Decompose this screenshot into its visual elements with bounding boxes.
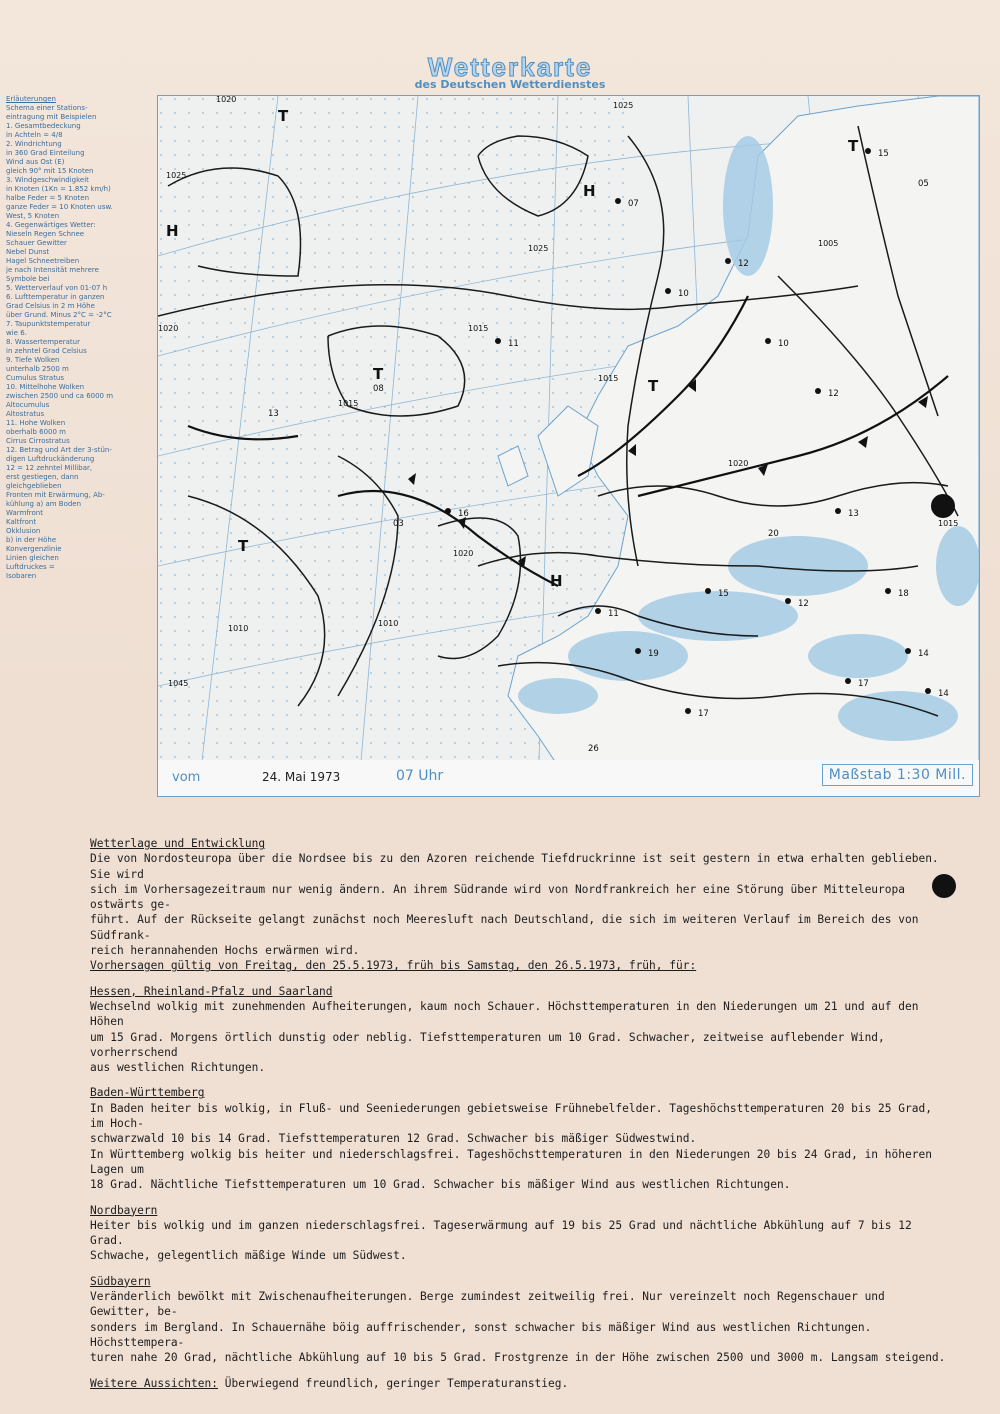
region-section (90, 1085, 950, 1192)
legend-item: 12 = 12 zehntel Millibar, (6, 464, 93, 472)
legend-item: Schauer Gewitter (6, 239, 67, 247)
pressure-low-2: T (373, 365, 384, 383)
legend-item: gleich 90° mit 15 Knoten (6, 167, 94, 175)
legend-item: eintragung mit Beispielen (6, 113, 97, 121)
region-line: um 15 Grad. Morgens örtlich dunstig oder neblig. Tiefsttemperaturen um 10 Grad. Schwacher, zeitweise auflebender Wind, vorherrschend (90, 1030, 885, 1059)
legend-item: ganze Feder = 10 Knoten usw. (6, 203, 113, 211)
isobar-label: 1020 (158, 324, 179, 333)
wetterlage-line: sich im Vorhersagezeitraum nur wenig ändern. An ihrem Südrande wird von Nordfrankreich her eine Störung über Mitteleuropa ostwärts ge- (90, 882, 905, 912)
isobar-label: 1020 (728, 459, 749, 468)
isobar-label: 1045 (168, 679, 189, 688)
legend-item: 12. Betrag und Art der 3-stün- (6, 446, 112, 454)
pressure-high-2: H (583, 182, 596, 200)
region-line: Wechselnd wolkig mit zunehmenden Aufheiterungen, kaum noch Schauer. Höchsttemperaturen in den Niederungen um 21 und auf den Höhen (90, 999, 919, 1029)
station-temp: 26 (588, 744, 599, 754)
wetterlage-line: führt. Auf der Rückseite gelangt zunächst noch Meeresluft nach Deutschland, die sich im weiteren Verlauf im Bereich des von Südfrank- (90, 913, 919, 942)
map-footer-vom: vom (172, 770, 201, 785)
legend-item: Altostratus (6, 410, 45, 418)
region-heading: Südbayern (90, 1274, 151, 1288)
station-temp: 10 (778, 339, 789, 349)
legend-item: erst gestiegen, dann (6, 473, 79, 481)
isobar-label: 1025 (528, 244, 549, 253)
legend-item: Symbole bei (6, 275, 50, 283)
station-temp: 10 (678, 289, 689, 299)
region-section (90, 984, 950, 1076)
station-temp: 11 (508, 339, 519, 349)
region-line: In Baden heiter bis wolkig, in Fluß- und Seeniederungen gebietsweise Frühnebelfelder. Tageshöchsttemperaturen 20 bis 25 Grad, im Hoch- (90, 1101, 932, 1131)
wetterlage-line: reich herannahenden Hochs erwärmen wird. (90, 944, 360, 958)
pressure-high-3: H (550, 572, 563, 590)
station-temp: 08 (373, 384, 384, 394)
isobar-label: 1015 (468, 324, 489, 333)
legend-item: kühlung a) am Boden (6, 500, 82, 508)
region-line: Heiter bis wolkig und im ganzen niederschlagsfrei. Tageserwärmung auf 19 bis 25 Grad und nächtliche Abkühlung auf 7 bis 12 Grad. (90, 1218, 912, 1248)
outlook-text: Überwiegend freundlich, geringer Temperaturanstieg. (217, 1376, 569, 1390)
legend-item: b) in der Höhe (6, 536, 57, 544)
wetterlage-line: Die von Nordosteuropa über die Nordsee bis zu den Azoren reichende Tiefdruckrinne ist seit gestern in etwa erhalten geblieben. Sie wird (90, 852, 939, 881)
isobar-label: 1020 (453, 549, 474, 558)
legend-item: Hagel Schneetreiben (6, 257, 80, 265)
region-line: In Württemberg wolkig bis heiter und niederschlagsfrei. Tageshöchsttemperaturen in den Niederungen 20 bis 24 Grad, in höheren Lagen um (90, 1147, 932, 1176)
station-temp: 11 (608, 609, 619, 619)
wetterlage-heading: Wetterlage und Entwicklung (90, 837, 266, 850)
weather-map (157, 95, 980, 797)
legend-item: Linien gleichen (6, 554, 59, 562)
legend-item: halbe Feder = 5 Knoten (6, 194, 90, 202)
legend-item: wie 6. (6, 329, 27, 337)
station-temp: 14 (938, 689, 949, 699)
legend-item: 3. Windgeschwindigkeit (6, 176, 89, 184)
isobar-label: 1015 (338, 399, 359, 408)
legend-item: Grad Celsius in 2 m Höhe (6, 302, 95, 310)
legend-item: Nebel Dunst (6, 248, 50, 256)
legend-item: 9. Tiefe Wolken (6, 356, 60, 364)
isobar-label: 1015 (938, 519, 959, 528)
outlook-label: Weitere Aussichten: (90, 1376, 218, 1390)
legend-item: Fronten mit Erwärmung, Ab- (6, 491, 105, 499)
region-line: schwarzwald 10 bis 14 Grad. Tiefsttemperaturen 12 Grad. Schwacher bis mäßiger Südwestwind. (90, 1132, 697, 1146)
weather-map-canvas (158, 96, 979, 796)
station-temp: 15 (718, 589, 729, 599)
legend-item: in 360 Grad Einteilung (6, 149, 85, 157)
map-time: 07 Uhr (396, 768, 444, 784)
isobar-label: 1005 (818, 239, 839, 248)
station-temp: 14 (918, 649, 929, 659)
region-section (90, 1203, 950, 1264)
legend-item: 10. Mittelhohe Wolken (6, 383, 85, 391)
region-line: aus westlichen Richtungen. (90, 1061, 266, 1075)
region-line: sonders im Bergland. In Schauernähe böig auffrischender, sonst schwacher bis mäßiger Wind aus westlichen Richtungen. Höchsttempera- (90, 1320, 872, 1349)
isobar-label: 1015 (598, 374, 619, 383)
legend-item: oberhalb 6000 m (6, 428, 66, 436)
map-scale: Maßstab 1:30 Mill. (822, 764, 973, 786)
pressure-low-3: T (238, 537, 249, 555)
isobar-label: 1010 (228, 624, 249, 633)
region-line: 18 Grad. Nächtliche Tiefsttemperaturen um 10 Grad. Schwacher bis mäßiger Wind aus westlichen Richtungen. (90, 1178, 791, 1192)
region-heading: Nordbayern (90, 1203, 158, 1217)
pressure-low-1: T (278, 107, 289, 125)
legend-item: 11. Hohe Wolken (6, 419, 66, 427)
legend-item: Cirrus Cirrostratus (6, 437, 70, 445)
forecast-report (90, 836, 950, 1391)
pressure-high-1: H (166, 222, 179, 240)
region-line: Veränderlich bewölkt mit Zwischenaufheiterungen. Berge zumindest zeitweilig frei. Nur vereinzelt noch Regenschauer und Gewitter, be- (90, 1290, 885, 1319)
isobar-label: 1025 (166, 171, 187, 180)
wetterlage-text (90, 851, 950, 958)
legend-item: 5. Wetterverlauf von 01-07 h (6, 284, 108, 292)
legend-item: in Knoten (1Kn = 1.852 km/h) (6, 185, 111, 193)
legend-item: Luftdruckes = (6, 563, 55, 571)
legend-item: Isobaren (6, 572, 37, 580)
station-temp: 15 (878, 149, 889, 159)
legend-item: in Achteln = 4/8 (6, 131, 63, 139)
pressure-low-5: T (848, 137, 859, 155)
map-date: 24. Mai 1973 (262, 770, 341, 784)
station-temp: 18 (898, 589, 909, 599)
legend-item: Warmfront (6, 509, 43, 517)
legend-item: 6. Lufttemperatur in ganzen (6, 293, 105, 301)
legend-item: Wind aus Ost (E) (6, 158, 65, 166)
legend-item: Kaltfront (6, 518, 37, 526)
station-temp: 12 (828, 389, 839, 399)
legend-item: zwischen 2500 und ca 6000 m (6, 392, 114, 400)
legend-item: unterhalb 2500 m (6, 365, 69, 373)
isobar-label: 1025 (613, 101, 634, 110)
map-subtitle: des Deutschen Wetterdienstes (414, 78, 606, 91)
legend-item: gleichgeblieben (6, 482, 62, 490)
punch-hole-top (931, 494, 955, 518)
station-temp: 20 (768, 529, 779, 539)
validity-heading: Vorhersagen gültig von Freitag, den 25.5.1973, früh bis Samstag, den 26.5.1973, früh, für: (90, 959, 697, 973)
outlook (90, 1376, 950, 1391)
legend-item: Okklusion (6, 527, 41, 535)
station-temp: 13 (268, 409, 279, 419)
map-title: Wetterkarte (427, 52, 593, 82)
station-temp: 12 (798, 599, 809, 609)
isobar-label: 1020 (216, 96, 237, 104)
station-temp: 17 (858, 679, 869, 689)
legend-item: Schema einer Stations- (6, 104, 88, 112)
station-temp: 13 (848, 509, 859, 519)
legend-item: Erläuterungen (6, 95, 56, 103)
legend-item: 2. Windrichtung (6, 140, 62, 148)
legend-item: 4. Gegenwärtiges Wetter: (6, 221, 96, 229)
isobar-label: 1010 (378, 619, 399, 628)
legend-item: Cumulus Stratus (6, 374, 65, 382)
region-heading: Hessen, Rheinland-Pfalz und Saarland (90, 984, 333, 998)
legend-item: 8. Wassertemperatur (6, 338, 80, 346)
legend-item: in zehntel Grad Celsius (6, 347, 87, 355)
region-section (90, 1274, 950, 1366)
station-temp: 19 (648, 649, 659, 659)
station-temp: 16 (458, 509, 469, 519)
station-temp: 05 (918, 179, 929, 189)
station-temp: 03 (393, 519, 404, 529)
legend-item: West, 5 Knoten (6, 212, 60, 220)
legend-item: über Grund. Minus 2°C = -2°C (6, 311, 112, 319)
legend-item: digen Luftdruckänderung (6, 455, 95, 463)
region-line: Schwache, gelegentlich mäßige Winde um Südwest. (90, 1249, 407, 1263)
legend-item: Konvergenzlinie (6, 545, 62, 553)
legend-item: je nach Intensität mehrere (6, 266, 99, 274)
legend-item: 7. Taupunktstemperatur (6, 320, 91, 328)
station-temp: 12 (738, 259, 749, 269)
legend-panel (6, 95, 156, 785)
map-footer (158, 760, 979, 796)
pressure-low-4: T (648, 377, 659, 395)
station-temp: 17 (698, 709, 709, 719)
legend-item: 1. Gesamtbedeckung (6, 122, 81, 130)
region-line: turen nahe 20 Grad, nächtliche Abkühlung auf 10 bis 5 Grad. Frostgrenze in der Höhe zwischen 2500 und 3000 m. Langsam steigend. (90, 1351, 946, 1365)
region-heading: Baden-Württemberg (90, 1086, 205, 1100)
regions-list (90, 984, 950, 1366)
legend-item: Altocumulus (6, 401, 50, 409)
legend-item: Nieseln Regen Schnee (6, 230, 85, 238)
station-temp: 07 (628, 199, 639, 209)
